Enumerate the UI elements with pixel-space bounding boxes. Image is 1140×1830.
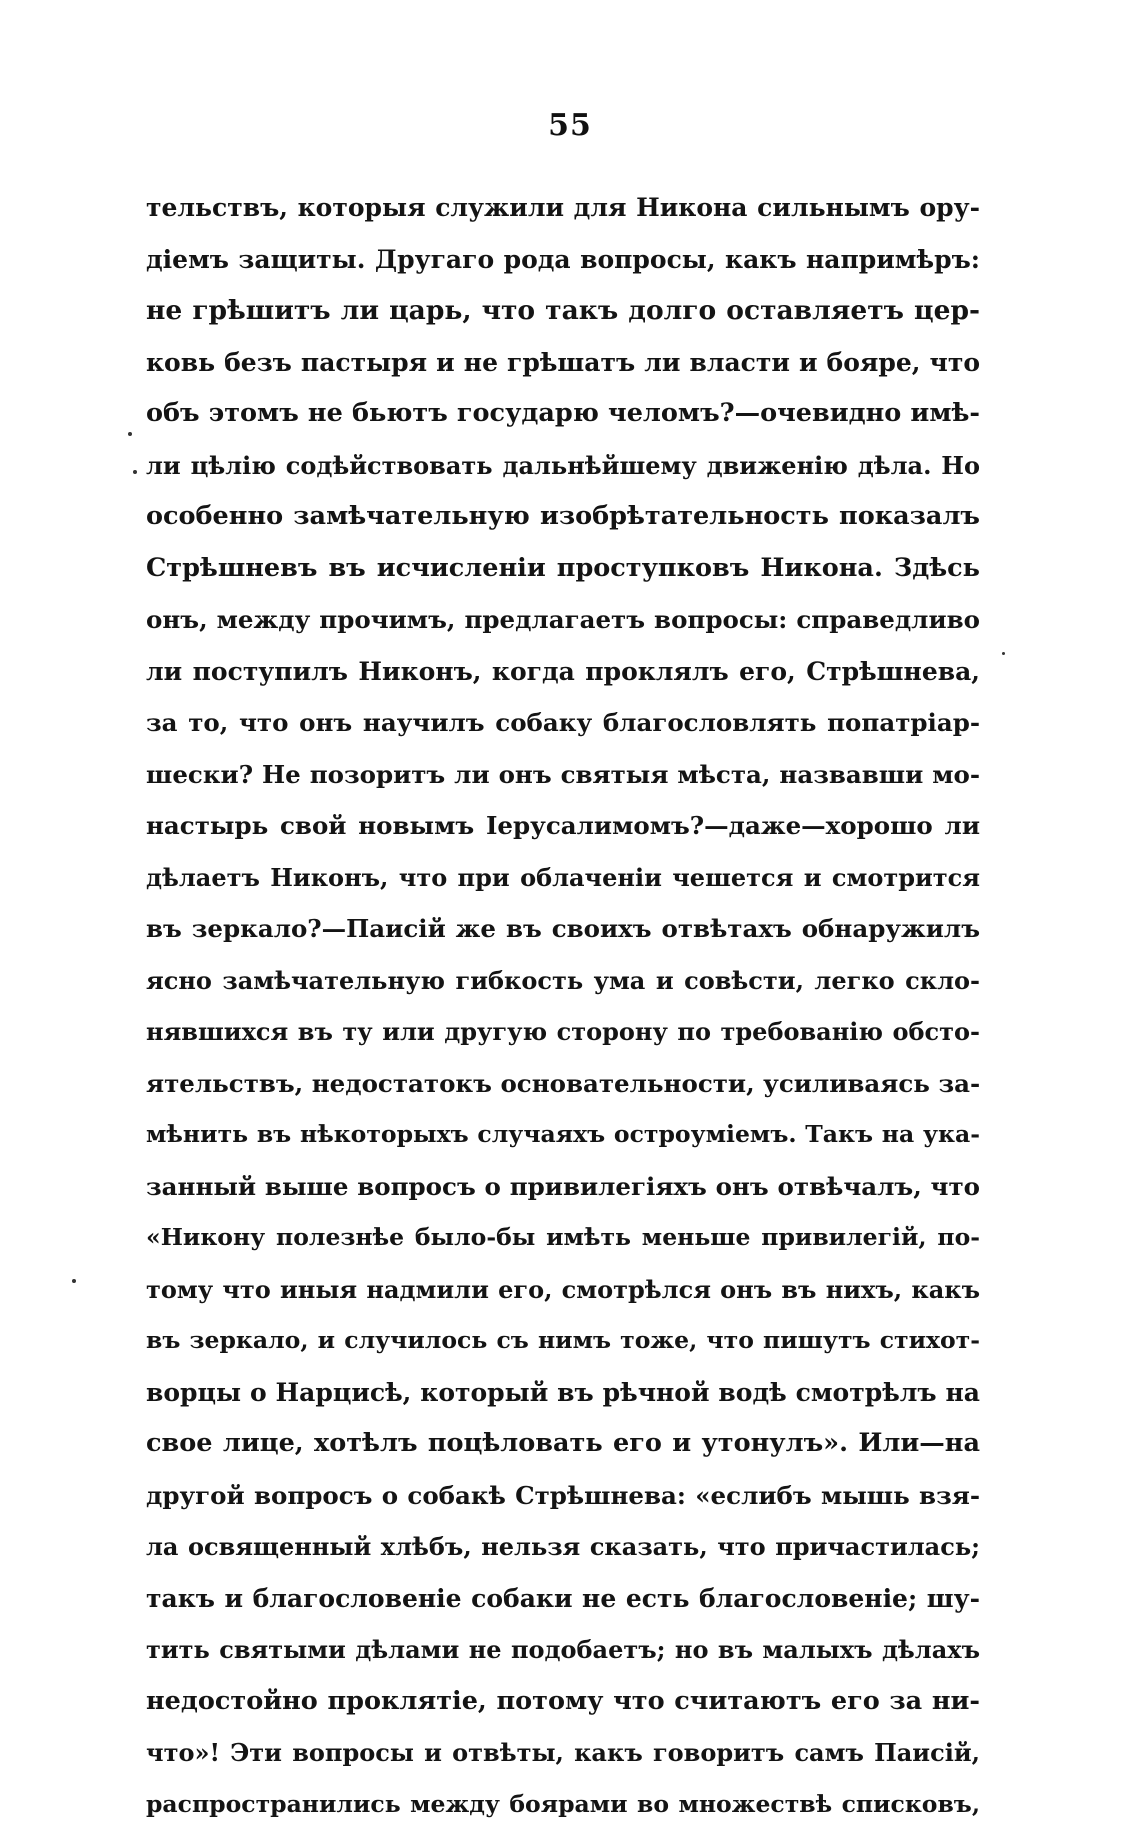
- text-line: за то, что онъ научилъ собаку благословлять попатрiар-: [146, 697, 980, 749]
- text-line: ли цѣлiю содѣйствовать дальнѣйшему движенiю дѣла. Но: [146, 440, 980, 492]
- text-line: ясно замѣчательную гибкость ума и совѣсти, легко скло-: [146, 955, 980, 1007]
- text-line: ворцы о Нарцисѣ, который въ рѣчной водѣ смотрѣлъ на: [146, 1367, 980, 1419]
- scan-speck: [133, 470, 137, 474]
- text-line: мѣнить въ нѣкоторыхъ случаяхъ остроумiемъ. Такъ на ука-: [146, 1109, 980, 1161]
- text-line: тельствъ, которыя служили для Никона сильнымъ ору-: [146, 182, 980, 234]
- text-line: въ зеркало, и случилось съ нимъ тоже, что пишутъ стихот-: [146, 1315, 980, 1367]
- text-line: ли поступилъ Никонъ, когда проклялъ его, Стрѣшнева,: [146, 646, 980, 698]
- text-line: въ зеркало?—Паисiй же въ своихъ отвѣтахъ обнаружилъ: [146, 903, 980, 955]
- page-number: 55: [0, 108, 1140, 143]
- text-line: «Никону полезнѣе было-бы имѣть меньше привилегiй, по-: [146, 1212, 980, 1264]
- text-line: особенно замѣчательную изобрѣтательность показалъ: [146, 491, 980, 543]
- text-line: ятельствъ, недостатокъ основательности, усиливаясь за-: [146, 1058, 980, 1110]
- scan-speck: [128, 432, 132, 436]
- text-line: онъ, между прочимъ, предлагаетъ вопросы: справедливо: [146, 594, 980, 646]
- text-line: шески? Не позоритъ ли онъ святыя мѣста, назвавши мо-: [146, 749, 980, 801]
- text-line: другой вопросъ о собакѣ Стрѣшнева: «еслибъ мышь взя-: [146, 1470, 980, 1522]
- text-line: ковь безъ пастыря и не грѣшатъ ли власти и бояре, что: [146, 337, 980, 389]
- text-line: тить святыми дѣлами не подобаетъ; но въ малыхъ дѣлахъ: [146, 1624, 980, 1676]
- text-line: распространились между боярами во множествѣ списковъ,: [146, 1779, 980, 1830]
- text-line: ла освященный хлѣбъ, нельзя сказать, что причастилась;: [146, 1521, 980, 1573]
- text-line: настырь свой новымъ Iерусалимомъ?—даже—хорошо ли: [146, 800, 980, 852]
- text-line: что»! Эти вопросы и отвѣты, какъ говоритъ самъ Паисiй,: [146, 1727, 980, 1779]
- text-line: дiемъ защиты. Другаго рода вопросы, какъ напримѣръ:: [146, 234, 980, 286]
- text-line: недостойно проклятiе, потому что считаютъ его за ни-: [146, 1676, 980, 1728]
- text-line: Стрѣшневъ въ исчисленiи проступковъ Никона. Здѣсь: [146, 543, 980, 595]
- text-line: нявшихся въ ту или другую сторону по требованiю обсто-: [146, 1006, 980, 1058]
- text-line: тому что иныя надмили его, смотрѣлся онъ въ нихъ, какъ: [146, 1264, 980, 1316]
- body-text: [146, 182, 980, 1830]
- text-line: такъ и благословенiе собаки не есть благословенiе; шу-: [146, 1573, 980, 1625]
- text-line: занный выше вопросъ о привилегiяхъ онъ отвѣчалъ, что: [146, 1161, 980, 1213]
- text-line: свое лице, хотѣлъ поцѣловать его и утонулъ». Или—на: [146, 1418, 980, 1470]
- text-line: не грѣшитъ ли царь, что такъ долго оставляетъ цер-: [146, 285, 980, 337]
- scan-speck: [1002, 652, 1005, 655]
- text-line: объ этомъ не бьютъ государю челомъ?—очевидно имѣ-: [146, 388, 980, 440]
- scan-speck: [72, 1279, 76, 1283]
- text-line: дѣлаетъ Никонъ, что при облаченiи чешется и смотрится: [146, 852, 980, 904]
